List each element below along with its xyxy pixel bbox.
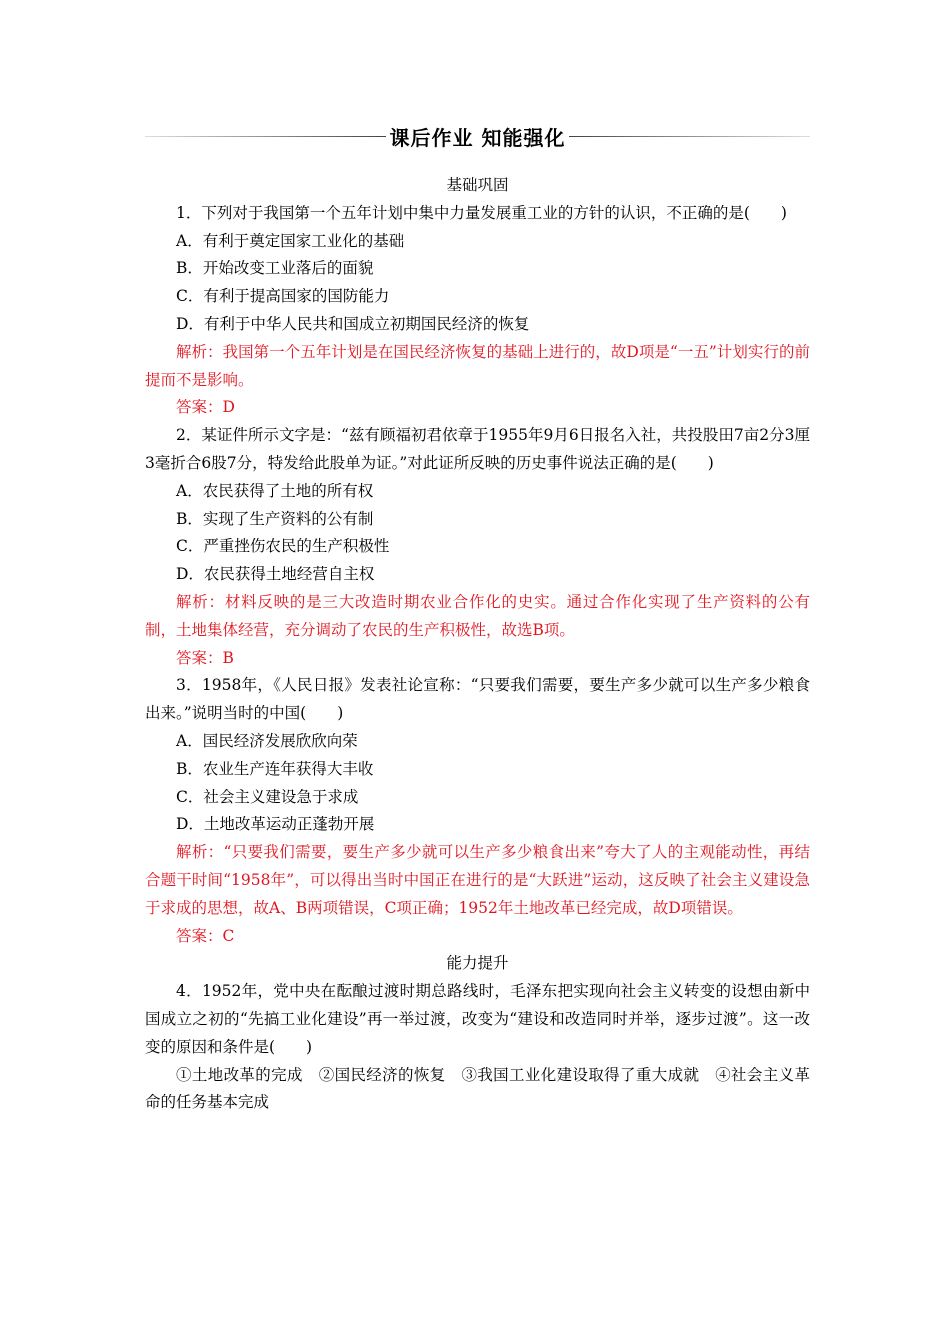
question-2-analysis: 解析：材料反映的是三大改造时期农业合作化的史实。通过合作化实现了生产资料的公有制，土地集体经营，充分调动了农民的生产积极性，故选B项。 xyxy=(145,592,810,639)
question-3-option-d: D．土地改革运动正蓬勃开展 xyxy=(176,815,375,834)
question-3-stem: 3．1958年，《人民日报》发表社论宣称：“只要我们需要，要生产多少就可以生产多少粮食出来。”说明当时的中国( ) xyxy=(145,676,810,723)
question-1-analysis: 解析：我国第一个五年计划是在国民经济恢复的基础上进行的，故D项是“一五”计划实行的前提而不是影响。 xyxy=(145,342,810,389)
question-1-option-a: A．有利于奠定国家工业化的基础 xyxy=(176,231,405,250)
question-4-stem: 4．1952年，党中央在酝酿过渡时期总路线时，毛泽东把实现向社会主义转变的设想由新中国成立之初的“先搞工业化建设”再一举过渡，改变为“建设和改造同时并举，逐步过渡”。这一改变的原因和条件是( ) xyxy=(145,982,810,1056)
question-2-stem: 2．某证件所示文字是：“兹有顾福初君依章于1955年9月6日报名入社，共投股田7亩2分3厘3毫折合6股7分，特发给此股单为证。”对此证所反映的历史事件说法正确的是( ) xyxy=(145,426,810,472)
document-body xyxy=(145,172,810,1117)
question-2-option-a: A．农民获得了土地的所有权 xyxy=(176,481,374,500)
header xyxy=(145,118,810,154)
header-rule-right xyxy=(569,136,810,137)
question-2-option-b: B．实现了生产资料的公有制 xyxy=(176,509,374,528)
question-4-items: ①土地改革的完成 ②国民经济的恢复 ③我国工业化建设取得了重大成就 ④社会主义革命的任务基本完成 xyxy=(145,1065,810,1112)
question-1-option-b: B．开始改变工业落后的面貌 xyxy=(176,259,374,278)
question-2-option-c: C．严重挫伤农民的生产积极性 xyxy=(176,537,390,556)
question-3-answer: 答案：C xyxy=(176,926,235,945)
section-advanced-heading: 能力提升 xyxy=(446,954,509,973)
question-1-option-c: C．有利于提高国家的国防能力 xyxy=(176,287,390,306)
question-1-stem: 1．下列对于我国第一个五年计划中集中力量发展重工业的方针的认识，不正确的是( ) xyxy=(176,203,787,222)
question-3-analysis: 解析：“只要我们需要，要生产多少就可以生产多少粮食出来”夸大了人的主观能动性，再结合题干时间“1958年”，可以得出当时中国正在进行的是“大跃进”运动，这反映了社会主义建设急于求成的思想，故A、B两项错误，C项正确；1952年土地改革已经完成，故D项错误。 xyxy=(145,843,810,917)
question-2-answer: 答案：B xyxy=(176,648,234,667)
question-3-option-b: B．农业生产连年获得大丰收 xyxy=(176,759,374,778)
question-1-answer: 答案：D xyxy=(176,398,235,417)
question-3-option-a: A．国民经济发展欣欣向荣 xyxy=(176,731,358,750)
question-3-option-c: C．社会主义建设急于求成 xyxy=(176,787,359,806)
section-basic-heading: 基础巩固 xyxy=(446,176,509,194)
question-2-option-d: D．农民获得土地经营自主权 xyxy=(176,565,375,584)
header-rule-left xyxy=(145,136,386,137)
page-title: 课后作业 知能强化 xyxy=(389,125,566,150)
question-1-option-d: D．有利于中华人民共和国成立初期国民经济的恢复 xyxy=(176,314,530,333)
